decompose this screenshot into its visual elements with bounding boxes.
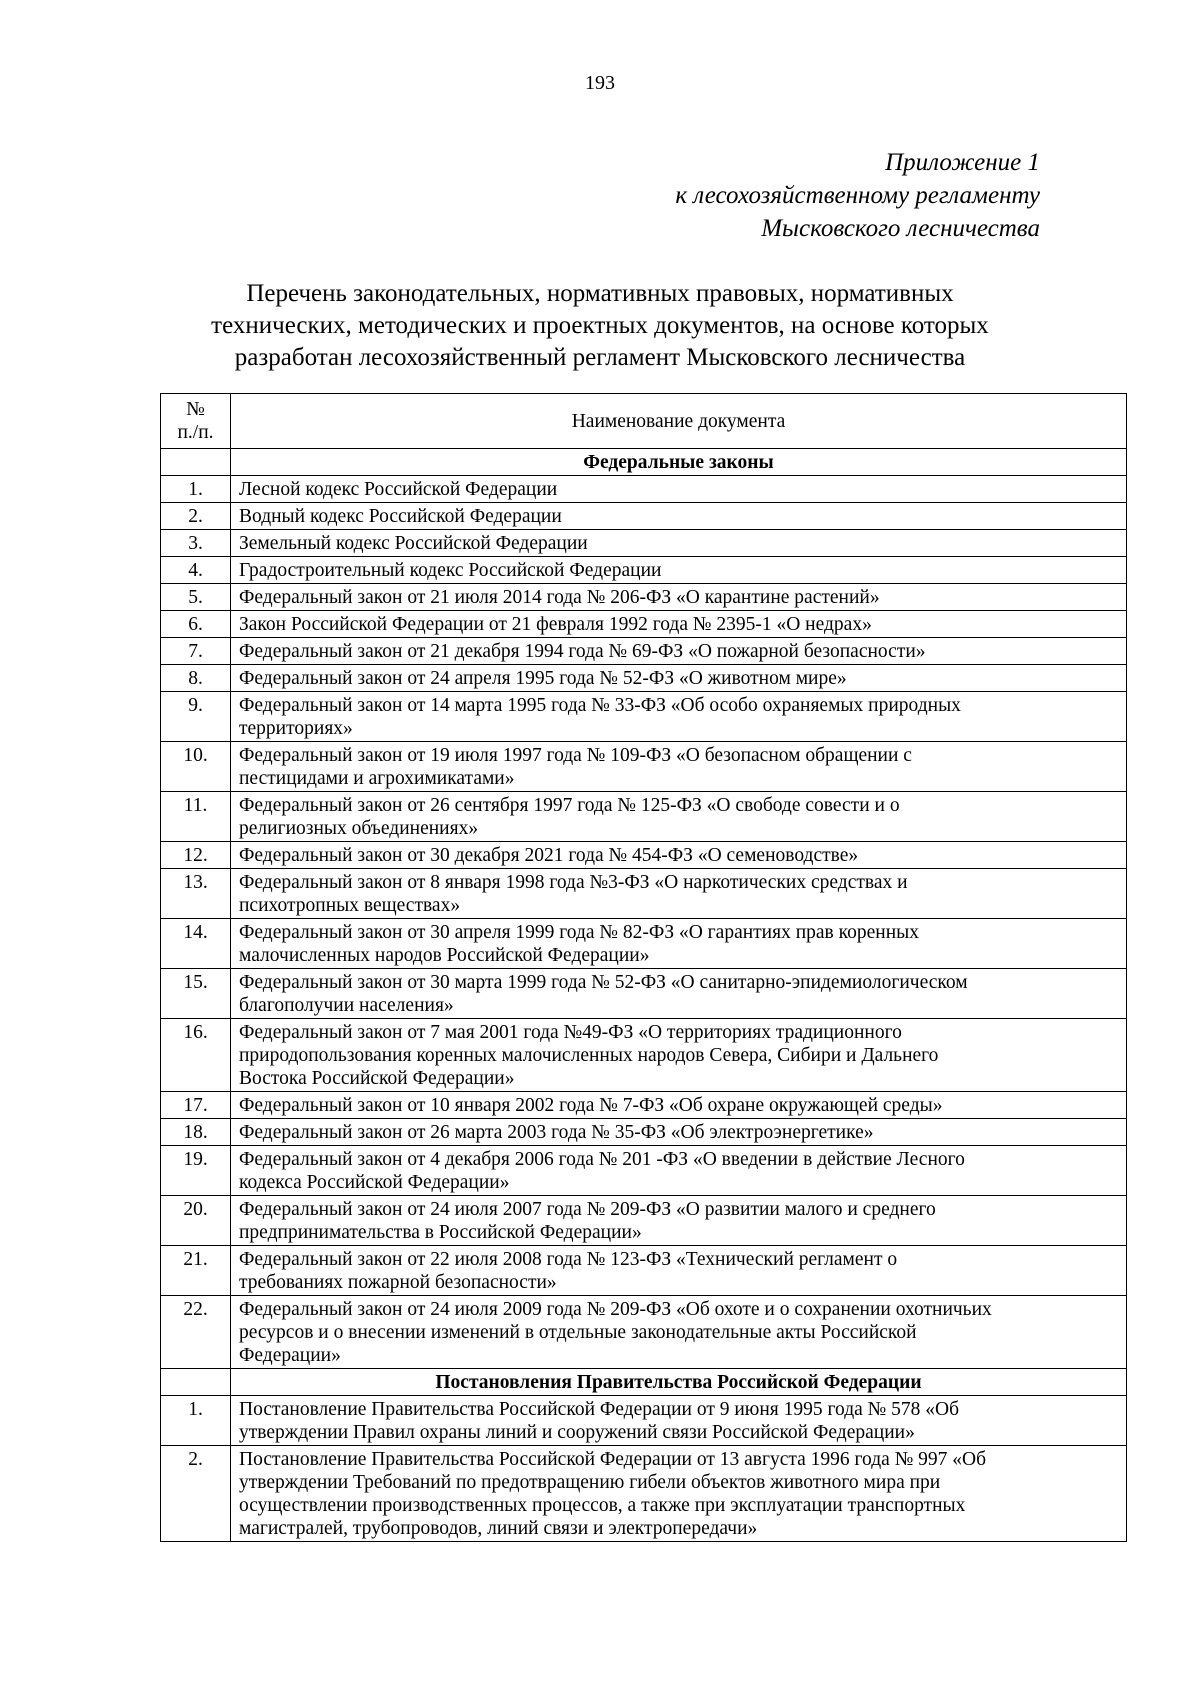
document-title — [160, 278, 1040, 374]
table-row — [161, 476, 1127, 503]
document-name — [231, 1019, 1127, 1092]
row-number: 1. — [161, 1396, 231, 1446]
document-name — [231, 1092, 1127, 1119]
table-row — [161, 1246, 1127, 1296]
row-number: 17. — [161, 1092, 231, 1119]
row-number: 16. — [161, 1019, 231, 1092]
row-number: 2. — [161, 1446, 231, 1542]
row-number: 10. — [161, 742, 231, 792]
table-row — [161, 638, 1127, 665]
document-name-line: Федерации» — [239, 1345, 341, 1366]
appendix-line: к лесохозяйственному регламенту — [675, 182, 1040, 209]
row-number: 9. — [161, 692, 231, 742]
document-name — [231, 1296, 1127, 1369]
document-name — [231, 1119, 1127, 1146]
section-number-cell — [161, 449, 231, 476]
table-row — [161, 530, 1127, 557]
document-name-line: Федеральный закон от 30 декабря 2021 года № 454-ФЗ «О семеноводстве» — [239, 845, 859, 866]
row-number: 22. — [161, 1296, 231, 1369]
row-number: 14. — [161, 919, 231, 969]
document-name-line: Постановление Правительства Российской Федерации от 13 августа 1996 года № 997 «Об — [239, 1449, 987, 1470]
table-row — [161, 742, 1127, 792]
row-number: 7. — [161, 638, 231, 665]
document-name — [231, 692, 1127, 742]
document-name-line: Востока Российской Федерации» — [239, 1068, 515, 1089]
document-name-line: Федеральный закон от 10 января 2002 года № 7-ФЗ «Об охране окружающей среды» — [239, 1095, 943, 1116]
document-name — [231, 1146, 1127, 1196]
title-line: технических, методических и проектных документов, на основе которых — [211, 312, 989, 339]
document-name-line: Федеральный закон от 26 сентября 1997 года № 125-ФЗ «О свободе совести и о — [239, 795, 900, 816]
row-number: 3. — [161, 530, 231, 557]
document-name — [231, 742, 1127, 792]
document-name — [231, 530, 1127, 557]
document-name-line: Водный кодекс Российской Федерации — [239, 506, 562, 527]
document-name — [231, 557, 1127, 584]
table-body — [161, 449, 1127, 1542]
row-number: 11. — [161, 792, 231, 842]
table-row — [161, 1019, 1127, 1092]
row-number: 18. — [161, 1119, 231, 1146]
document-name-line: утверждении Правил охраны линий и сооружений связи Российской Федерации» — [239, 1422, 915, 1443]
section-row — [161, 1369, 1127, 1396]
document-name — [231, 1196, 1127, 1246]
document-name-line: Федеральный закон от 24 июля 2009 года № 209-ФЗ «Об охоте и о сохранении охотничьих — [239, 1299, 992, 1320]
document-name-line: Федеральный закон от 30 марта 1999 года № 52-ФЗ «О санитарно-эпидемиологическом — [239, 972, 968, 993]
document-name-line: Федеральный закон от 24 июля 2007 года № 209-ФЗ «О развитии малого и среднего — [239, 1199, 936, 1220]
document-name-line: предпринимательства в Российской Федерации» — [239, 1222, 642, 1243]
row-number: 15. — [161, 969, 231, 1019]
document-name-line: требованиях пожарной безопасности» — [239, 1272, 557, 1293]
section-row — [161, 449, 1127, 476]
document-name — [231, 1246, 1127, 1296]
table-row — [161, 1296, 1127, 1369]
column-header-document-name: Наименование документа — [231, 394, 1127, 449]
document-name — [231, 503, 1127, 530]
section-number-cell — [161, 1369, 231, 1396]
document-name — [231, 1396, 1127, 1446]
document-name-line: пестицидами и агрохимикатами» — [239, 768, 515, 789]
title-line: Перечень законодательных, нормативных правовых, нормативных — [246, 280, 954, 307]
row-number: 12. — [161, 842, 231, 869]
header-number-abbrev: п./п. — [177, 422, 214, 443]
document-name-line: психотропных веществах» — [239, 895, 461, 916]
row-number: 20. — [161, 1196, 231, 1246]
row-number: 13. — [161, 869, 231, 919]
table-row — [161, 1196, 1127, 1246]
table-row — [161, 869, 1127, 919]
row-number: 2. — [161, 503, 231, 530]
page-number: 193 — [585, 72, 615, 94]
document-name-line: Федеральный закон от 21 декабря 1994 года № 69-ФЗ «О пожарной безопасности» — [239, 641, 926, 662]
row-number: 6. — [161, 611, 231, 638]
row-number: 5. — [161, 584, 231, 611]
table-row — [161, 503, 1127, 530]
table-row — [161, 842, 1127, 869]
table-row — [161, 1119, 1127, 1146]
document-name-line: благополучии населения» — [239, 995, 454, 1016]
document-name — [231, 665, 1127, 692]
document-name-line: Федеральный закон от 8 января 1998 года №3-ФЗ «О наркотических средствах и — [239, 872, 908, 893]
table-row — [161, 611, 1127, 638]
document-name-line: Лесной кодекс Российской Федерации — [239, 479, 558, 500]
documents-table — [160, 393, 1127, 1542]
document-name — [231, 476, 1127, 503]
table-row — [161, 557, 1127, 584]
document-name — [231, 969, 1127, 1019]
document-name-line: осуществлении производственных процессов, а также при эксплуатации транспортных — [239, 1495, 966, 1516]
row-number: 1. — [161, 476, 231, 503]
document-name-line: утверждении Требований по предотвращению гибели объектов животного мира при — [239, 1472, 941, 1493]
table-row — [161, 1092, 1127, 1119]
document-name-line: Постановление Правительства Российской Федерации от 9 июня 1995 года № 578 «Об — [239, 1399, 960, 1420]
document-name-line: Федеральный закон от 14 марта 1995 года № 33-ФЗ «Об особо охраняемых природных — [239, 695, 961, 716]
appendix-note — [675, 146, 1040, 245]
document-name-line: Федеральный закон от 30 апреля 1999 года № 82-ФЗ «О гарантиях прав коренных — [239, 922, 919, 943]
row-number: 8. — [161, 665, 231, 692]
document-name-line: Земельный кодекс Российской Федерации — [239, 533, 588, 554]
document-name-line: религиозных объединениях» — [239, 818, 479, 839]
document-name — [231, 1446, 1127, 1542]
table-row — [161, 584, 1127, 611]
document-name-line: Федеральный закон от 21 июля 2014 года № 206-ФЗ «О карантине растений» — [239, 587, 880, 608]
document-name — [231, 842, 1127, 869]
document-name-line: природопользования коренных малочисленных народов Севера, Сибири и Дальнего — [239, 1045, 939, 1066]
row-number: 21. — [161, 1246, 231, 1296]
document-name-line: Федеральный закон от 4 декабря 2006 года № 201 -ФЗ «О введении в действие Лесного — [239, 1149, 965, 1170]
document-name-line: кодекса Российской Федерации» — [239, 1172, 510, 1193]
document-name — [231, 919, 1127, 969]
document-name-line: малочисленных народов Российской Федерации» — [239, 945, 650, 966]
row-number: 19. — [161, 1146, 231, 1196]
table-row — [161, 792, 1127, 842]
document-name-line: Федеральный закон от 22 июля 2008 года № 123-ФЗ «Технический регламент о — [239, 1249, 898, 1270]
table-row — [161, 969, 1127, 1019]
column-header-number — [161, 394, 231, 449]
appendix-line: Приложение 1 — [885, 149, 1040, 176]
table-row — [161, 665, 1127, 692]
table-row — [161, 1396, 1127, 1446]
table-row — [161, 1146, 1127, 1196]
title-line: разработан лесохозяйственный регламент Мысковского лесничества — [234, 344, 966, 371]
document-name — [231, 584, 1127, 611]
document-name-line: ресурсов и о внесении изменений в отдельные законодательные акты Российской — [239, 1322, 917, 1343]
document-name-line: Федеральный закон от 26 марта 2003 года № 35-ФЗ «Об электроэнергетике» — [239, 1122, 874, 1143]
table-row — [161, 1446, 1127, 1542]
document-name-line: Градостроительный кодекс Российской Федерации — [239, 560, 662, 581]
document-name-line: магистралей, трубопроводов, линий связи и электропередачи» — [239, 1518, 758, 1539]
document-name — [231, 869, 1127, 919]
document-name-line: Закон Российской Федерации от 21 февраля 1992 года № 2395-1 «О недрах» — [239, 614, 872, 635]
section-title: Федеральные законы — [231, 449, 1127, 476]
row-number: 4. — [161, 557, 231, 584]
document-name-line: Федеральный закон от 19 июля 1997 года № 109-ФЗ «О безопасном обращении с — [239, 745, 912, 766]
table-header-row — [161, 394, 1127, 449]
appendix-line: Мысковского лесничества — [761, 215, 1040, 242]
document-name-line: Федеральный закон от 24 апреля 1995 года № 52-ФЗ «О животном мире» — [239, 668, 847, 689]
table-row — [161, 692, 1127, 742]
document-name-line: территориях» — [239, 718, 353, 739]
document-name — [231, 611, 1127, 638]
table-row — [161, 919, 1127, 969]
section-title: Постановления Правительства Российской Федерации — [231, 1369, 1127, 1396]
document-name-line: Федеральный закон от 7 мая 2001 года №49-ФЗ «О территориях традиционного — [239, 1022, 902, 1043]
header-number-symbol: № — [186, 399, 205, 420]
document-name — [231, 792, 1127, 842]
document-name — [231, 638, 1127, 665]
